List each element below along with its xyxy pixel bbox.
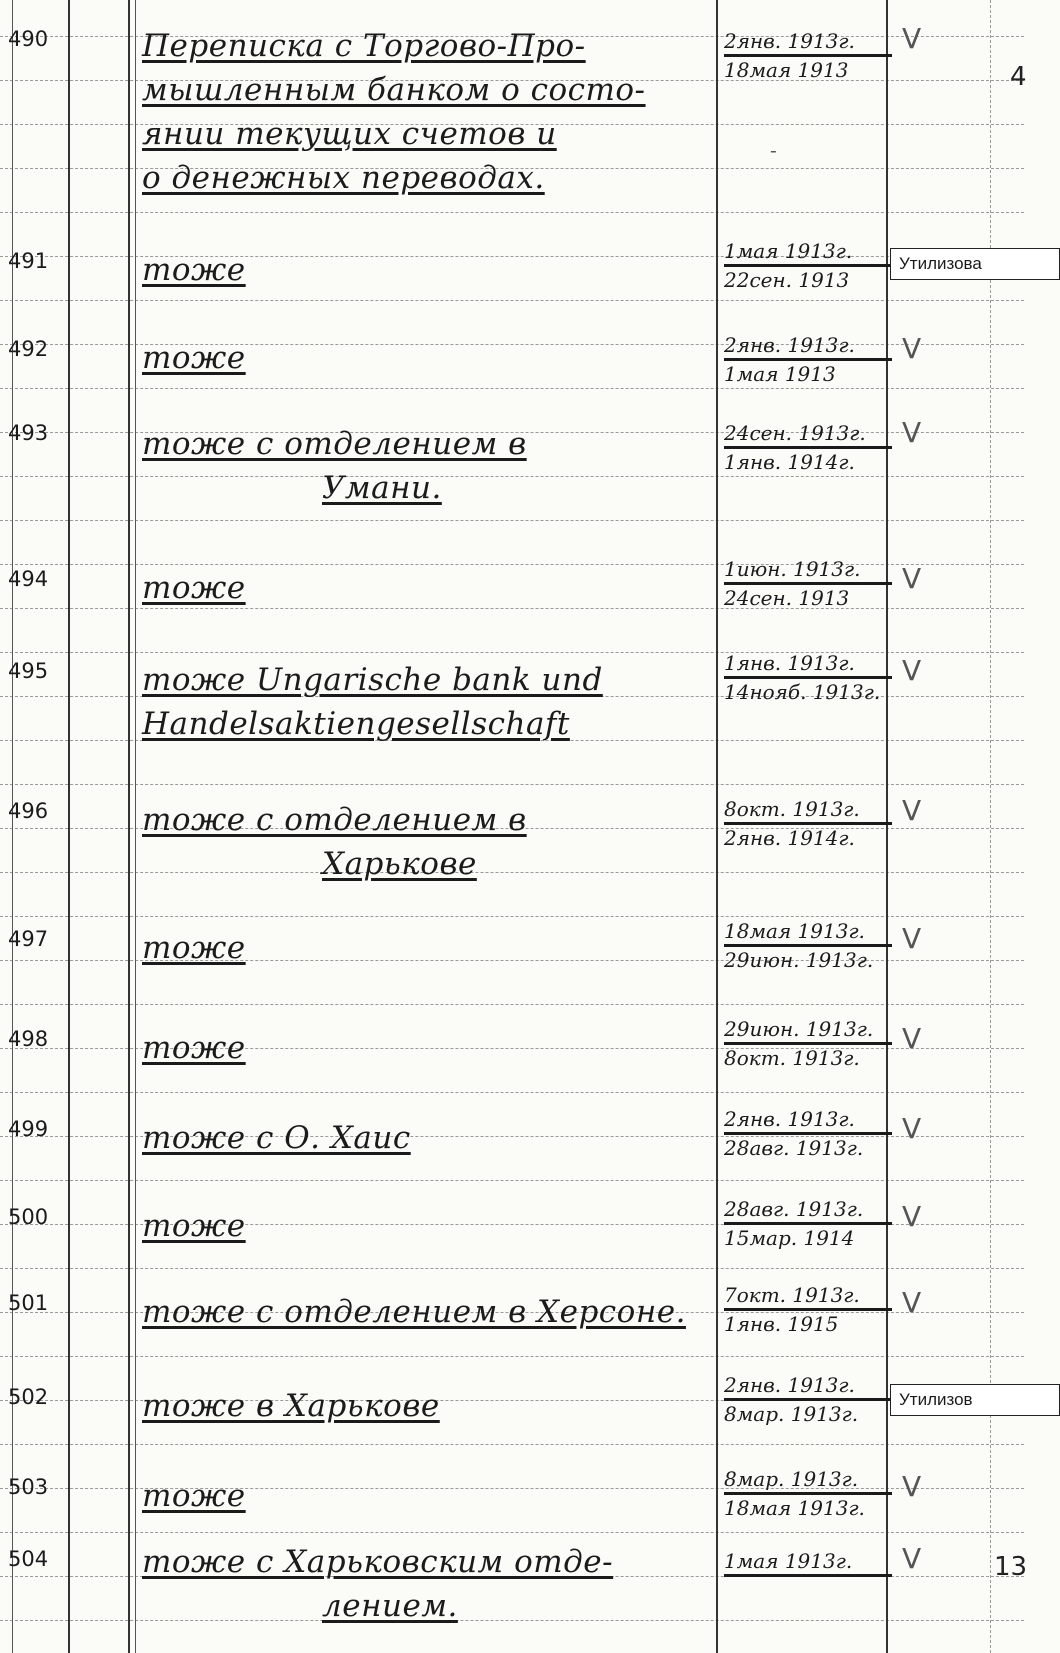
checkmark-icon: V [902,1286,922,1319]
end-date: 8окт. 1913г. [724,1046,860,1070]
start-date: 2янв. 1913г. [724,1372,892,1401]
description-line: тоже в Харькове [142,1388,440,1424]
description-line: тоже [142,930,246,966]
entry-description [142,1026,702,1070]
end-date: 14нояб. 1913г. [724,680,881,704]
entry-description [142,658,702,746]
entry-dates [724,1372,892,1427]
checkmark-icon: V [902,1200,922,1233]
end-date: 1янв. 1914г. [724,450,855,474]
checkmark-icon: V [902,332,922,365]
dash-mark: - [770,138,777,162]
entry-number: 500 [8,1205,49,1229]
entry-number: 498 [8,1027,49,1051]
description-line: тоже [142,1208,246,1244]
end-date: 1мая 1913 [724,362,836,386]
description-line: лением. [322,1588,458,1624]
entry-description [142,1540,702,1628]
description-line: Handelsaktiengesellschaft [142,706,570,742]
description-line: тоже [142,570,246,606]
description-line: тоже с отделением в [142,426,527,462]
description-line: тоже [142,1030,246,1066]
end-date: 2янв. 1914г. [724,826,855,850]
description-line: о денежных переводах. [142,160,545,196]
disposal-stamp: Утилизова [890,248,1060,280]
entry-description [142,1116,702,1160]
description-line: янии текущих счетов и [142,116,557,152]
description-line: тоже Ungarische bank und [142,662,603,698]
start-date: 28авг. 1913г. [724,1196,892,1225]
start-date: 2янв. 1913г. [724,332,892,361]
end-date: 28авг. 1913г. [724,1136,864,1160]
start-date: 8мар. 1913г. [724,1466,892,1495]
description-line: тоже [142,340,246,376]
entry-description [142,1474,702,1518]
entry-number: 491 [8,249,49,273]
entry-description [142,336,702,380]
entry-number: 504 [8,1547,49,1571]
checkmark-icon: V [902,1542,922,1575]
description-line: тоже с О. Хаис [142,1120,411,1156]
checkmark-icon: V [902,416,922,449]
start-date: 7окт. 1913г. [724,1282,892,1311]
entry-number: 497 [8,927,49,951]
checkmark-icon: V [902,794,922,827]
start-date: 2янв. 1913г. [724,1106,892,1135]
entry-dates [724,650,892,705]
end-date: 18мая 1913 [724,58,849,82]
margin-digit-bottom: 13 [994,1552,1028,1582]
end-date: 22сен. 1913 [724,268,850,292]
end-date: 8мар. 1913г. [724,1402,859,1426]
end-date: 18мая 1913г. [724,1496,865,1520]
checkmark-icon: V [902,1022,922,1055]
description-line: тоже с Харьковским отде- [142,1544,614,1580]
entry-description [142,926,702,970]
description-line: мышленным банком о состо- [142,72,646,108]
start-date: 1янв. 1913г. [724,650,892,679]
start-date: 1июн. 1913г. [724,556,892,585]
end-date: 15мар. 1914 [724,1226,855,1250]
description-line: Переписка с Торгово-Про- [142,28,586,64]
entry-dates [724,1282,892,1337]
entry-description [142,24,702,200]
entry-number: 495 [8,659,49,683]
entry-dates [724,1466,892,1521]
margin-digit-top: 4 [1010,62,1027,92]
entry-dates [724,1548,892,1577]
entry-dates [724,796,892,851]
start-date: 1мая 1913г. [724,238,892,267]
entry-number: 493 [8,421,49,445]
entry-number: 503 [8,1475,49,1499]
entry-number: 502 [8,1385,49,1409]
entry-dates [724,420,892,475]
checkmark-icon: V [902,654,922,687]
end-date: 1янв. 1915 [724,1312,839,1336]
checkmark-icon: V [902,1470,922,1503]
start-date: 29июн. 1913г. [724,1016,892,1045]
start-date: 18мая 1913г. [724,918,892,947]
entry-dates [724,28,892,83]
checkmark-icon: V [902,1112,922,1145]
entry-dates [724,1196,892,1251]
checkmark-icon: V [902,562,922,595]
entry-dates [724,332,892,387]
checkmark-icon: V [902,922,922,955]
entry-description [142,798,702,886]
start-date: 8окт. 1913г. [724,796,892,825]
description-line: тоже с отделением в [142,802,527,838]
entry-dates [724,556,892,611]
end-date: 29июн. 1913г. [724,948,874,972]
entry-description [142,1290,702,1334]
entry-description [142,566,702,610]
description-line: Харькове [322,846,477,882]
entry-dates [724,1106,892,1161]
entry-number: 494 [8,567,49,591]
entry-number: 499 [8,1117,49,1141]
entry-description [142,248,702,292]
start-date: 1мая 1913г. [724,1548,892,1577]
entry-number: 501 [8,1291,49,1315]
checkmark-icon: V [902,22,922,55]
start-date: 2янв. 1913г. [724,28,892,57]
entry-number: 490 [8,27,49,51]
end-date: 24сен. 1913 [724,586,850,610]
disposal-stamp: Утилизов [890,1384,1060,1416]
entry-number: 496 [8,799,49,823]
entry-dates [724,238,892,293]
entry-dates [724,918,892,973]
description-line: тоже [142,252,246,288]
entry-number: 492 [8,337,49,361]
start-date: 24сен. 1913г. [724,420,892,449]
entry-dates [724,1016,892,1071]
entry-description [142,1204,702,1248]
entry-description [142,422,702,510]
description-line: тоже с отделением в Херсоне. [142,1294,686,1330]
description-line: Умани. [322,470,442,506]
entry-description [142,1384,702,1428]
description-line: тоже [142,1478,246,1514]
